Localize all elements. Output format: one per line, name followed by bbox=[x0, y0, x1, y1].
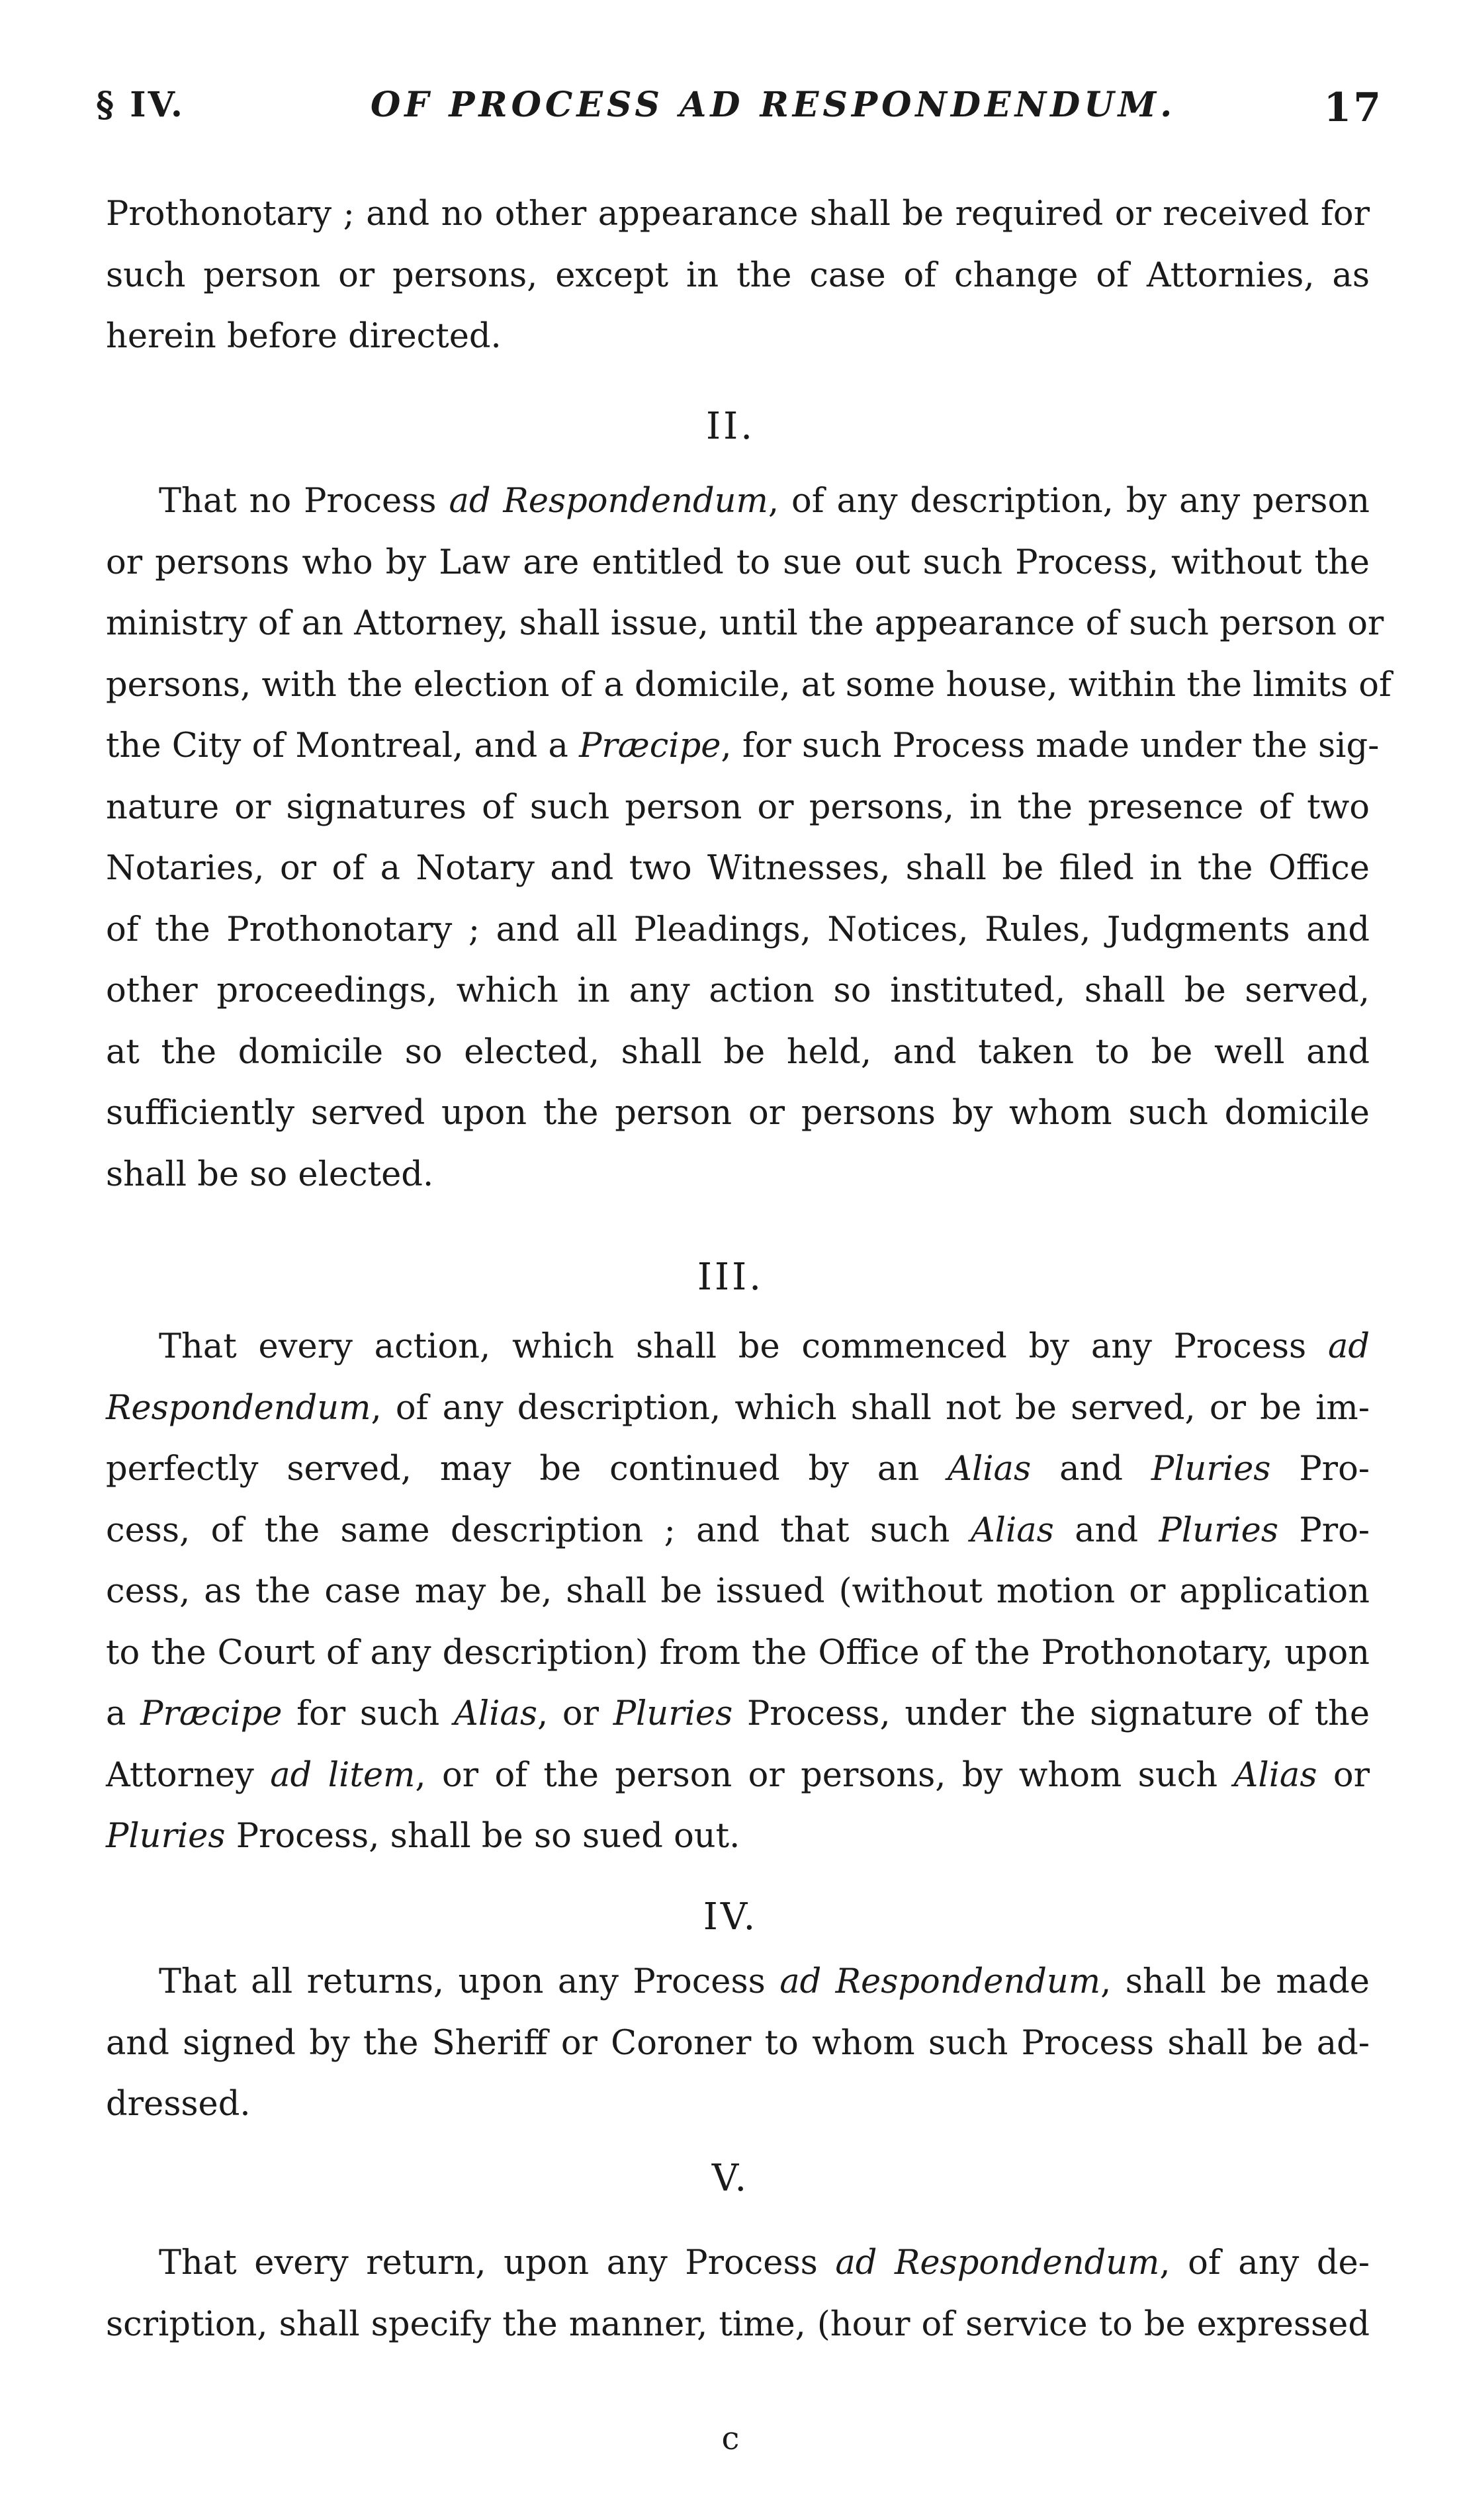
text-line: other proceedings, which in any action so instituted, shall be served, bbox=[106, 971, 1370, 1010]
text-line: or persons who by Law are entitled to sue out such Process, without the bbox=[106, 543, 1370, 582]
running-title: OF PROCESS AD RESPONDENDUM. bbox=[371, 85, 1176, 125]
text-line: ministry of an Attorney, shall issue, until the appearance of such person or bbox=[106, 604, 1384, 643]
section-heading-iii: III. bbox=[697, 1256, 764, 1299]
text-line: That every action, which shall be commenced by any Process ad bbox=[159, 1327, 1370, 1366]
text-line: Prothonotary ; and no other appearance shall be required or received for bbox=[106, 195, 1370, 234]
text-line: persons, with the election of a domicile, at some house, within the limits of bbox=[106, 665, 1392, 705]
text-line: the City of Montreal, and a Præcipe, for such Process made under the sig- bbox=[106, 726, 1380, 765]
text-line: nature or signatures of such person or persons, in the presence of two bbox=[106, 787, 1370, 827]
signature-mark: c bbox=[721, 2420, 740, 2457]
text-line: That no Process ad Respondendum, of any description, by any person bbox=[159, 482, 1370, 521]
text-line: shall be so elected. bbox=[106, 1154, 434, 1194]
text-line: That all returns, upon any Process ad Respondendum, shall be made bbox=[159, 1962, 1370, 2001]
paragraph-v bbox=[106, 2233, 1370, 2355]
text-line: dressed. bbox=[106, 2085, 251, 2124]
text-line: and signed by the Sheriff or Coroner to whom such Process shall be ad- bbox=[106, 2023, 1370, 2063]
text-line: That every return, upon any Process ad Respondendum, of any de- bbox=[159, 2243, 1370, 2282]
text-line: at the domicile so elected, shall be held, and taken to be well and bbox=[106, 1032, 1370, 1072]
text-line: perfectly served, may be continued by an Alias and Pluries Pro- bbox=[106, 1450, 1370, 1489]
text-line: herein before directed. bbox=[106, 317, 502, 356]
paragraph-ii bbox=[106, 471, 1392, 1205]
section-heading-v: V. bbox=[711, 2157, 750, 2200]
text-line: sufficiently served upon the person or persons by whom such domicile bbox=[106, 1094, 1370, 1133]
text-line: cess, as the case may be, shall be issued (without motion or application bbox=[106, 1572, 1370, 1611]
text-line: of the Prothonotary ; and all Pleadings, Notices, Rules, Judgments and bbox=[106, 910, 1370, 949]
section-heading-iv: IV. bbox=[703, 1895, 758, 1938]
text-line: such person or persons, except in the case of change of Attornies, as bbox=[106, 255, 1370, 295]
text-line: to the Court of any description) from the Office of the Prothonotary, upon bbox=[106, 1633, 1370, 1673]
text-line: Notaries, or of a Notary and two Witnesses, shall be filed in the Office bbox=[106, 849, 1370, 888]
text-line: scription, shall specify the manner, time, (hour of service to be expressed bbox=[106, 2304, 1370, 2344]
text-line: Pluries Process, shall be so sued out. bbox=[106, 1817, 740, 1856]
text-line: a Præcipe for such Alias, or Pluries Process, under the signature of the bbox=[106, 1694, 1370, 1733]
paragraph-iv bbox=[106, 1952, 1370, 2136]
paragraph-continued bbox=[106, 184, 1370, 368]
paragraph-iii bbox=[106, 1317, 1370, 1868]
page-number: 17 bbox=[1323, 85, 1383, 131]
section-mark: § IV. bbox=[96, 85, 185, 125]
running-head bbox=[96, 85, 1383, 138]
text-line: Attorney ad litem, or of the person or persons, by whom such Alias or bbox=[106, 1755, 1370, 1795]
section-heading-ii: II. bbox=[705, 405, 756, 448]
text-line: cess, of the same description ; and that such Alias and Pluries Pro- bbox=[106, 1510, 1370, 1550]
text-line: Respondendum, of any description, which shall not be served, or be im- bbox=[106, 1388, 1370, 1428]
